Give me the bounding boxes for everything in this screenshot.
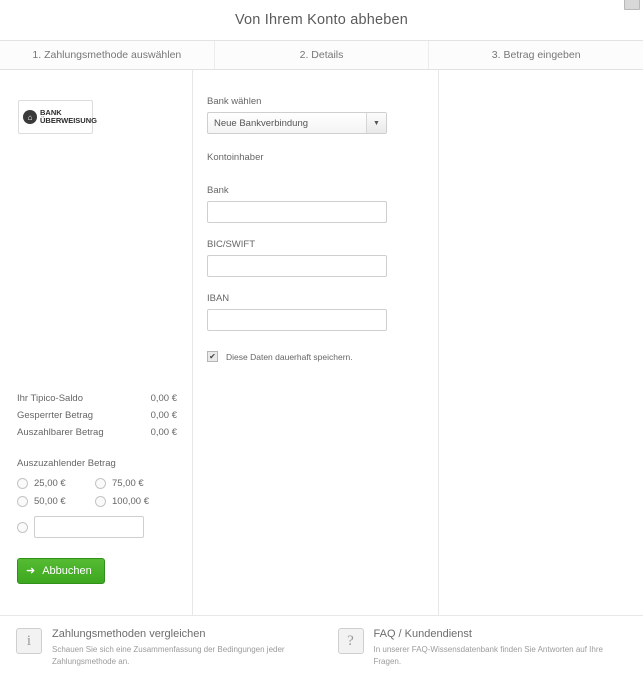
account-holder-label: Kontoinhaber: [207, 152, 264, 163]
save-data-checkbox-row[interactable]: [207, 351, 438, 362]
balance-summary: [17, 390, 177, 441]
footer-faq-desc: In unserer FAQ-Wissensdatenbank finden Sie Antworten auf Ihre Fragen.: [373, 645, 603, 666]
footer-compare-title: Zahlungsmethoden vergleichen: [52, 628, 206, 640]
amount-option-label: 50,00 €: [34, 495, 66, 507]
balance-label: Ihr Tipico-Saldo: [17, 393, 84, 404]
footer-faq[interactable]: [322, 628, 643, 675]
radio-icon[interactable]: [17, 478, 28, 489]
checkbox-icon[interactable]: ✔: [207, 351, 218, 362]
iban-field-label: IBAN: [207, 293, 230, 304]
step-details[interactable]: 2. Details: [215, 41, 430, 69]
bank-select-value: Neue Bankverbindung: [214, 117, 309, 129]
amount-options: [17, 474, 177, 538]
bank-building-icon: ⌂: [23, 110, 37, 124]
amount-option-label: 75,00 €: [112, 477, 144, 489]
balance-row: [17, 390, 177, 407]
amount-section-title: Auszuzahlender Betrag: [17, 458, 116, 469]
custom-amount-input[interactable]: [34, 516, 144, 538]
balance-value: 0,00 €: [150, 393, 177, 404]
amount-option-50[interactable]: [17, 496, 95, 507]
question-icon: ?: [338, 628, 364, 654]
page-title: Von Ihrem Konto abheben: [234, 12, 409, 28]
balance-label: Gesperrter Betrag: [17, 410, 94, 421]
footer: [0, 615, 643, 675]
radio-icon[interactable]: [95, 478, 106, 489]
bank-transfer-logo[interactable]: [18, 100, 97, 134]
bank-field-label: Bank: [207, 185, 229, 196]
bic-input[interactable]: [207, 255, 387, 277]
bank-select-label: Bank wählen: [207, 96, 262, 107]
balance-row: [17, 424, 177, 441]
footer-faq-title: FAQ / Kundendienst: [373, 628, 472, 640]
chevron-down-icon[interactable]: ▼: [366, 113, 386, 133]
step-payment-method[interactable]: 1. Zahlungsmethode auswählen: [0, 41, 215, 69]
balance-value: 0,00 €: [150, 410, 177, 421]
window-control-icon[interactable]: [624, 0, 640, 10]
left-panel: [0, 70, 193, 615]
withdraw-button-label: Abbuchen: [42, 565, 92, 577]
amount-option-75[interactable]: [95, 478, 173, 489]
balance-row: [17, 407, 177, 424]
bank-logo-line1: BANK: [40, 108, 62, 118]
bank-select[interactable]: [207, 112, 387, 134]
withdraw-button[interactable]: [17, 558, 105, 584]
save-data-checkbox-label: Diese Daten dauerhaft speichern.: [226, 351, 353, 362]
balance-value: 0,00 €: [150, 427, 177, 438]
footer-compare-desc: Schauen Sie sich eine Zusammenfassung der Bedingungen jeder Zahlungsmethode an.: [52, 645, 285, 666]
footer-compare-methods[interactable]: [0, 628, 322, 675]
radio-icon-custom[interactable]: [17, 522, 28, 533]
bank-logo-line2: ÜBERWEISUNG: [40, 116, 97, 125]
step-indicator: [0, 40, 643, 70]
balance-label: Auszahlbarer Betrag: [17, 427, 104, 438]
main-content: [0, 70, 643, 615]
step-amount[interactable]: 3. Betrag eingeben: [491, 49, 581, 61]
amount-option-label: 25,00 €: [34, 477, 66, 489]
iban-input[interactable]: [207, 309, 387, 331]
info-icon: i: [16, 628, 42, 654]
right-panel: [439, 70, 643, 615]
bank-input[interactable]: [207, 201, 387, 223]
amount-option-25[interactable]: [17, 478, 95, 489]
radio-icon[interactable]: [17, 496, 28, 507]
page-header: [0, 0, 643, 40]
amount-option-label: 100,00 €: [112, 495, 149, 507]
amount-option-100[interactable]: [95, 496, 173, 507]
arrow-right-icon: ➜: [26, 564, 36, 577]
bic-field-label: BIC/SWIFT: [207, 239, 256, 250]
radio-icon[interactable]: [95, 496, 106, 507]
bank-details-form: [193, 70, 439, 615]
